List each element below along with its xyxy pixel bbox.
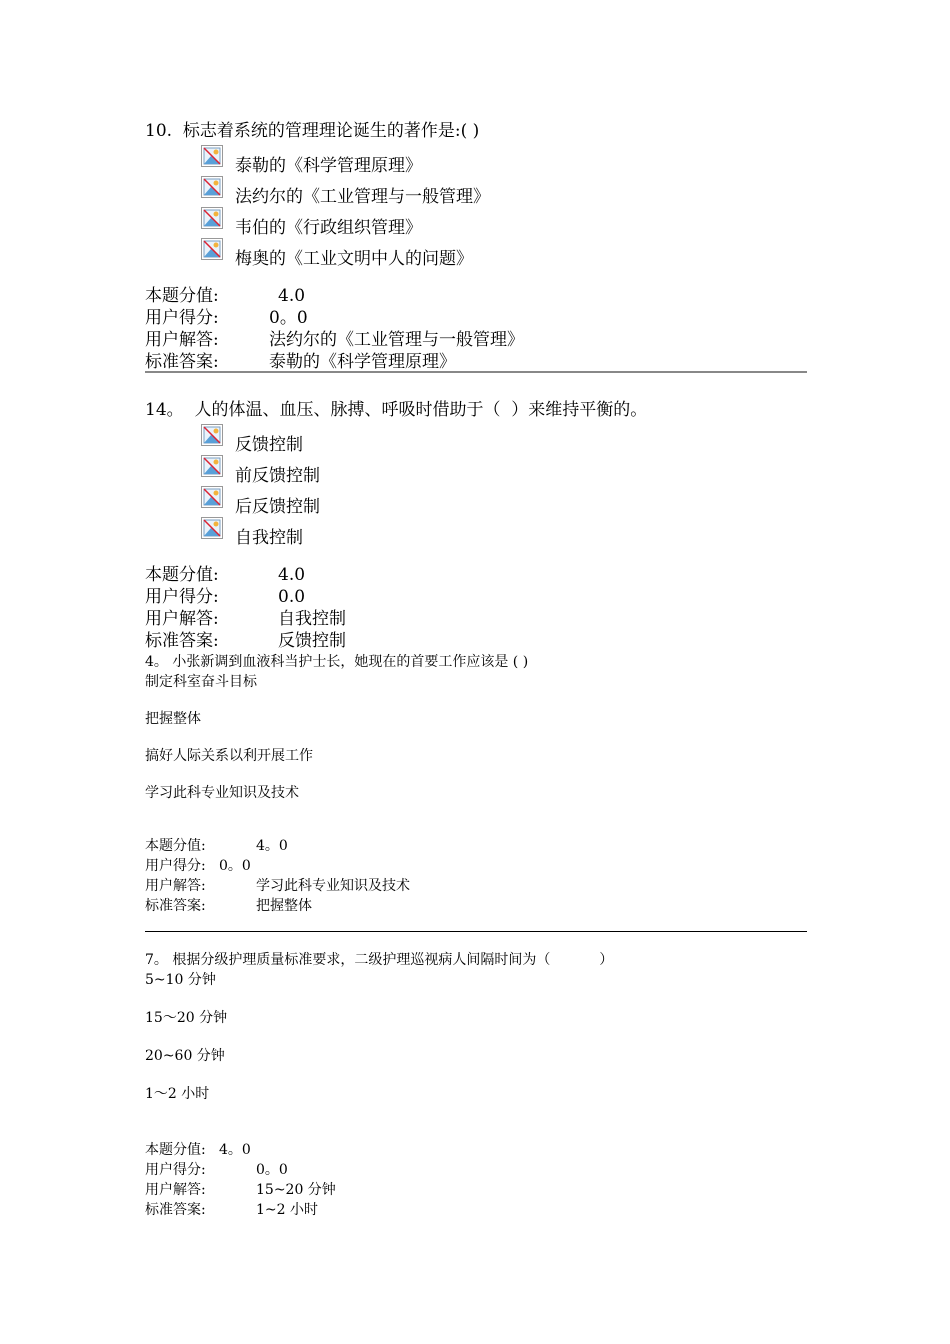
- user-score-label: 用户得分:: [145, 587, 219, 607]
- user-score: 0。0: [269, 308, 308, 328]
- score-value: 4。0: [256, 838, 288, 854]
- standard-answer: 反馈控制: [278, 631, 346, 651]
- standard-answer: 把握整体: [256, 898, 312, 914]
- broken-image-icon: [201, 455, 223, 477]
- standard-answer-label: 标准答案:: [145, 898, 206, 914]
- option-item[interactable]: [145, 461, 805, 492]
- option-item[interactable]: [145, 182, 805, 213]
- option-item[interactable]: [145, 430, 805, 461]
- broken-image-icon: [201, 517, 223, 539]
- user-score-label: 用户得分:: [145, 1162, 206, 1178]
- option-label: 梅奥的《工业文明中人的问题》: [235, 249, 473, 269]
- option-label: 后反馈控制: [235, 497, 320, 517]
- user-answer-label: 用户解答:: [145, 1182, 206, 1198]
- option-label: 韦伯的《行政组织管理》: [235, 218, 422, 238]
- user-answer: 法约尔的《工业管理与一般管理》: [269, 330, 524, 350]
- question-title: 10. 标志着系统的管理理论诞生的著作是:( ): [145, 121, 480, 141]
- score-value-label: 本题分值:: [145, 838, 206, 854]
- option-item[interactable]: 制定科室奋斗目标: [145, 674, 257, 690]
- option-item[interactable]: [145, 244, 805, 275]
- option-item[interactable]: [145, 213, 805, 244]
- standard-answer: 泰勒的《科学管理原理》: [269, 352, 456, 372]
- score-block: [145, 1140, 805, 1220]
- user-score: 0。0: [219, 858, 251, 874]
- option-item[interactable]: [145, 151, 805, 182]
- user-answer: 学习此科专业知识及技术: [256, 878, 410, 894]
- option-item[interactable]: 学习此科专业知识及技术: [145, 785, 299, 801]
- standard-answer: 1~2 小时: [256, 1202, 318, 1218]
- option-item[interactable]: [145, 523, 805, 554]
- user-answer-label: 用户解答:: [145, 609, 219, 629]
- option-item[interactable]: 20~60 分钟: [145, 1048, 225, 1064]
- option-item[interactable]: 搞好人际关系以利开展工作: [145, 748, 313, 764]
- option-label: 自我控制: [235, 528, 303, 548]
- option-item[interactable]: 5~10 分钟: [145, 972, 216, 988]
- question-10: [145, 116, 805, 275]
- broken-image-icon: [201, 176, 223, 198]
- score-block: [145, 836, 805, 916]
- score-value-label: 本题分值:: [145, 1142, 206, 1158]
- question-title: 14。 人的体温、血压、脉搏、呼吸时借助于（ ）来维持平衡的。: [145, 400, 648, 420]
- option-item[interactable]: 把握整体: [145, 711, 201, 727]
- user-score: 0.0: [278, 587, 306, 607]
- option-item[interactable]: 1～2 小时: [145, 1086, 210, 1102]
- user-score: 0。0: [256, 1162, 288, 1178]
- broken-image-icon: [201, 145, 223, 167]
- score-value: 4.0: [278, 565, 306, 585]
- standard-answer-label: 标准答案:: [145, 352, 219, 372]
- question-14: [145, 395, 805, 554]
- broken-image-icon: [201, 238, 223, 260]
- broken-image-icon: [201, 424, 223, 446]
- option-label: 法约尔的《工业管理与一般管理》: [235, 187, 490, 207]
- option-label: 反馈控制: [235, 435, 303, 455]
- divider: [145, 371, 807, 373]
- score-value: 4。0: [219, 1142, 251, 1158]
- user-answer: 15~20 分钟: [256, 1182, 336, 1198]
- score-block: [145, 564, 805, 652]
- option-item[interactable]: [145, 492, 805, 523]
- question-4: [145, 652, 805, 820]
- user-answer: 自我控制: [278, 609, 346, 629]
- standard-answer-label: 标准答案:: [145, 631, 219, 651]
- user-answer-label: 用户解答:: [145, 330, 219, 350]
- option-label: 泰勒的《科学管理原理》: [235, 156, 422, 176]
- divider: [145, 931, 807, 932]
- question-title: 7。 根据分级护理质量标准要求，二级护理巡视病人间隔时间为（ ）: [145, 952, 614, 968]
- question-title: 4。 小张新调到血液科当护士长，她现在的首要工作应该是 ( ): [145, 654, 529, 670]
- question-7: [145, 950, 805, 1122]
- broken-image-icon: [201, 207, 223, 229]
- score-block: [145, 285, 805, 373]
- option-item[interactable]: 15～20 分钟: [145, 1010, 228, 1026]
- user-answer-label: 用户解答:: [145, 878, 206, 894]
- score-value-label: 本题分值:: [145, 565, 219, 585]
- score-value-label: 本题分值:: [145, 286, 219, 306]
- option-label: 前反馈控制: [235, 466, 320, 486]
- user-score-label: 用户得分:: [145, 858, 206, 874]
- broken-image-icon: [201, 486, 223, 508]
- score-value: 4.0: [278, 286, 306, 306]
- standard-answer-label: 标准答案:: [145, 1202, 206, 1218]
- user-score-label: 用户得分:: [145, 308, 219, 328]
